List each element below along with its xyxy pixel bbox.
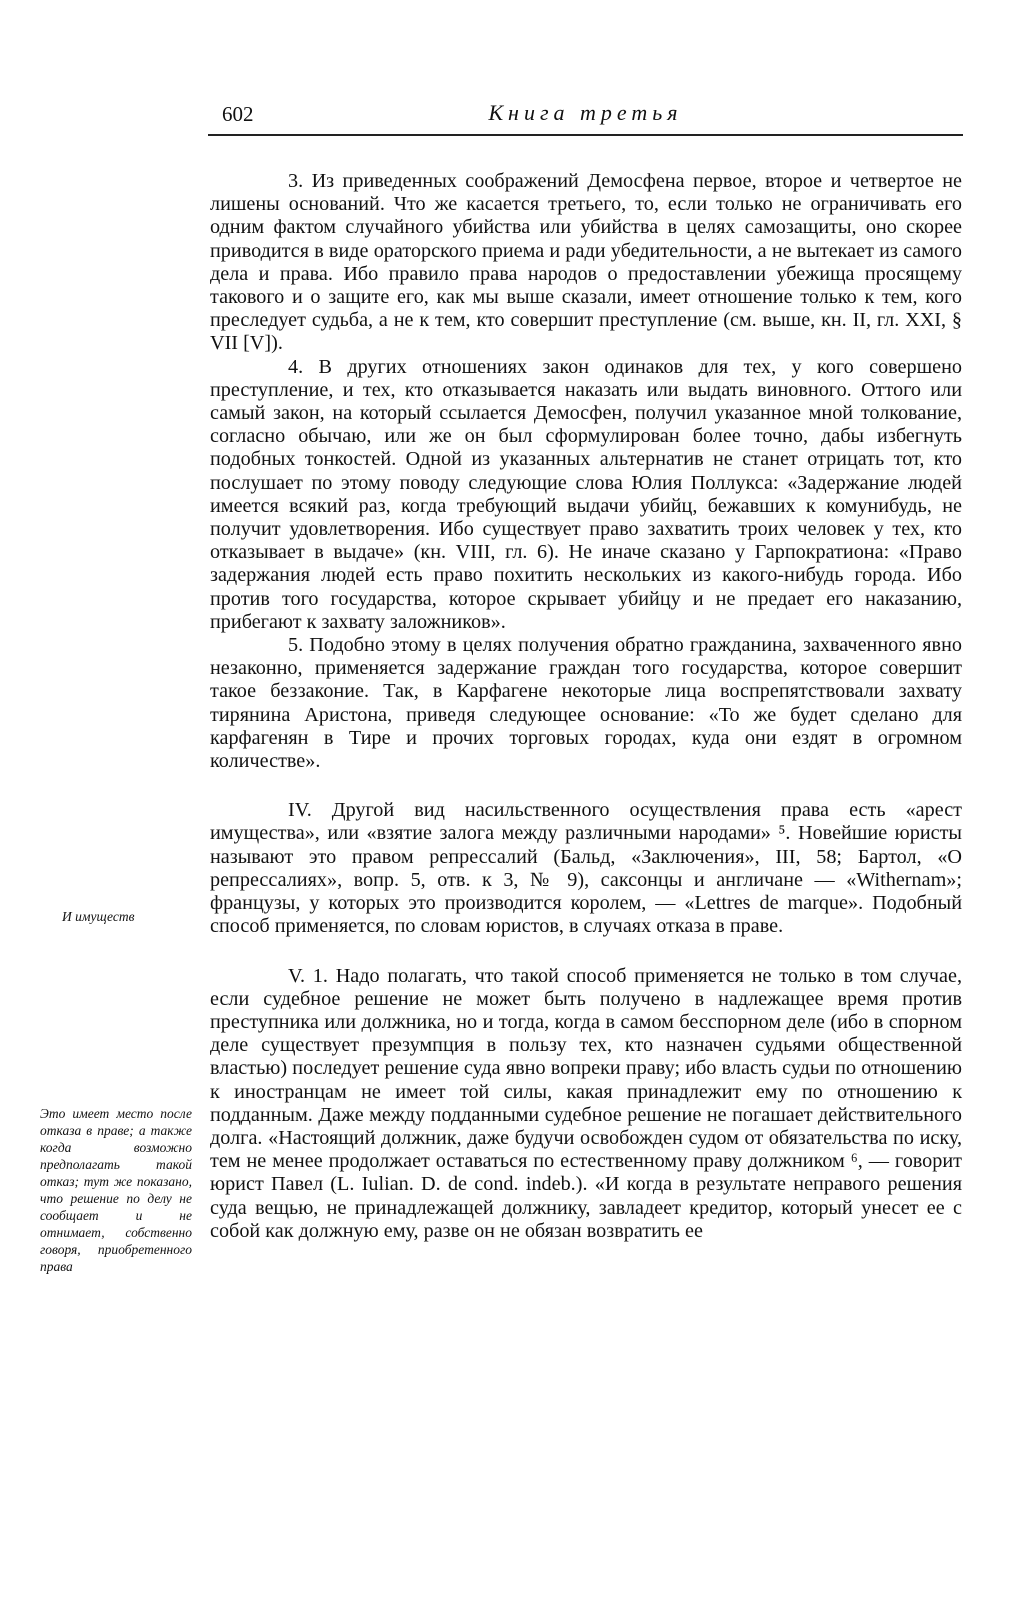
paragraph-4: 4. В других отношениях закон одинаков для тех, у кого совершено преступление, и тех, кто отказывается наказать или выдать виновного. Оттого или самый закон, на который ссылается Демосфен, получил указанное мной толкование, согласно обычаю, или же он был сформулирован более точно, дабы избегнуть подобных тонкостей. Одной из указанных альтернатив не станет отрицать тот, кто послушает по этому поводу следующие слова Юлия Поллукса: «Задержание людей имеется всякий раз, когда требующий выдачи убийц, бежавших к комунибудь, не получит удовлетворения. Ибо существует право захватить троих человек у тех, кто отказывает в выдаче» (кн. VIII, гл. 6). Не иначе сказано у Гарпократиона: «Право задержания людей есть право похитить нескольких из какого-нибудь города. Ибо против того государства, которое скрывает убийцу и не предает его наказанию, прибегают к захвату заложников».	[210, 355, 962, 633]
page-header	[208, 100, 963, 136]
paragraph-5: 5. Подобно этому в целях получения обратно гражданина, захваченного явно незаконно, применяется задержание граждан того государства, которое совершит такое беззаконие. Так, в Карфагене некоторые лица воспрепятствовали захвату тирянина Аристона, приведя следующее основание: «То же будет сделано для карфагенян в Тире и прочих торговых городах, куда они ездят в огромном количестве».	[210, 634, 962, 773]
running-title: Книга третья	[488, 100, 683, 125]
paragraph-3: 3. Из приведенных соображений Демосфена первое, второе и четвертое не лишены оснований. Что же касается третьего, то, если только не ограничивать его одним фактом случайного убийства или убийства в целях самозащиты, оно скорее приводится в виде ораторского приема и ради убедительности, а не вытекает из самого дела и права. Ибо правило права народов о предоставлении убежища просящему такового и о защите его, как мы выше сказали, имеет отношение только к тем, кого преследует судьба, а не к тем, кто совершит преступление (см. выше, кн. II, гл. XXI, § VII [V]).	[210, 170, 962, 355]
section-v: V. 1. Надо полагать, что такой способ применяется не только в том случае, если судебное решение не может быть получено в надлежащее время против преступника или должника, но и тогда, когда в самом бесспорном деле (ибо в спорном деле существует презумпция в пользу тех, кто назначен судьями общественной властью) последует решение суда явно вопреки праву; ибо власть судьи по отношению к иностранцам не имеет той силы, какая принадлежит ему по отношению к подданным. Даже между подданными судебное решение не погашает действительного долга. «Настоящий должник, даже будучи освобожден судом от обязательства по иску, тем не менее продолжает оставаться по естественному праву должником ⁶, — говорит юрист Павел (L. Iulian. D. de cond. indeb.). «И когда в результате неправого решения суда вещью, не принадлежащей должнику, завладеет кредитор, который унесет ее с собой как должную ему, разве он не обязан возвратить ее	[210, 964, 962, 1242]
margin-note-property: И имуществ	[62, 909, 135, 924]
page-number: 602	[222, 102, 254, 126]
margin-note-refusal: Это имеет место после отказа в праве; а также когда возможно предполагать такой отказ; тут же показано, что решение по делу не сообщает и не отнимает, собственно говоря, приобретенного права	[40, 1106, 192, 1274]
section-iv: IV. Другой вид насильственного осуществления права есть «арест имущества», или «взятие залога между различными народами» ⁵. Новейшие юристы называют это правом репрессалий (Бальд, «Заключения», III, 58; Бартол, «О репрессалиях», вопр. 5, отв. к 3, № 9), саксонцы и англичане — «Withernam»; французы, у которых это производится королем, — «Lettres de marque». Подобный способ применяется, по словам юристов, в случаях отказа в праве.	[210, 799, 962, 938]
main-text	[210, 170, 962, 1243]
